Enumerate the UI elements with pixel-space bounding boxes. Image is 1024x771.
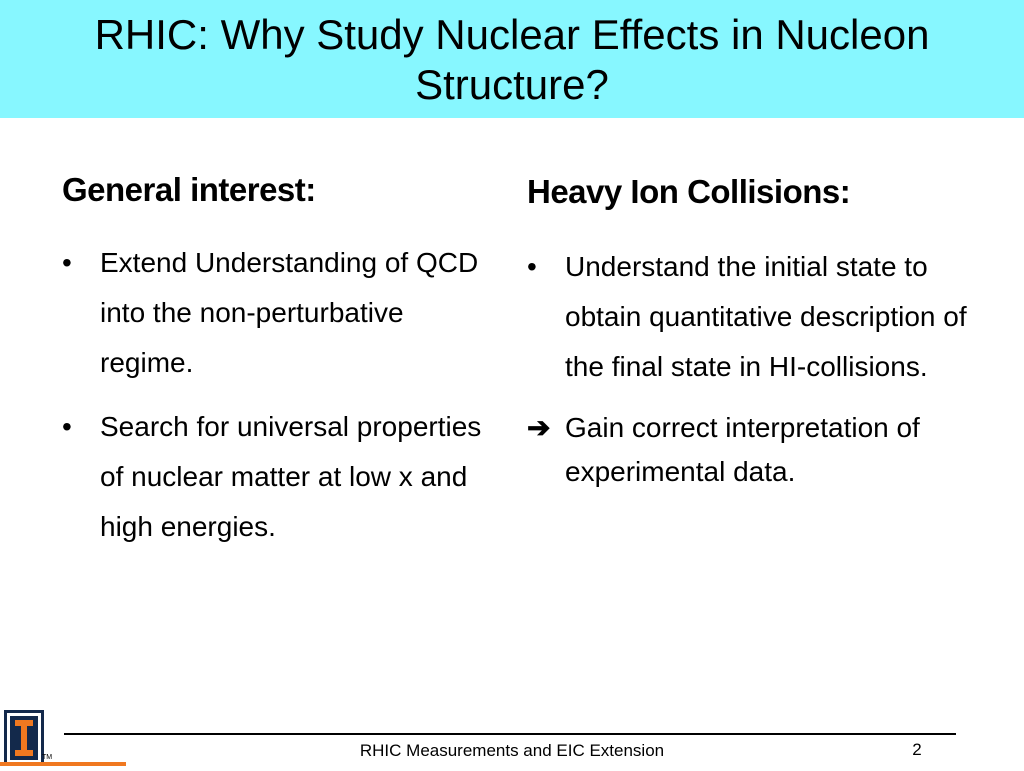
bullet-text: Search for universal properties of nuclear matter at low x and high energies.: [100, 411, 482, 542]
bullet-icon: •: [527, 251, 537, 282]
logo-underline: [0, 762, 126, 766]
conclusion-text: Gain correct interpretation of experimental data.: [565, 412, 920, 487]
right-arrow-icon: ➔: [527, 412, 551, 443]
footer-divider: [64, 733, 956, 735]
left-column: [62, 170, 482, 566]
bullet-text: Extend Understanding of QCD into the non-perturbative regime.: [100, 247, 479, 378]
left-heading: General interest:: [62, 171, 316, 208]
conclusion-item: [527, 406, 997, 494]
slide-title-line2: Structure?: [415, 61, 609, 108]
list-item: [62, 238, 482, 388]
trademark-mark: TM: [42, 754, 53, 761]
bullet-icon: •: [62, 247, 72, 278]
bullet-icon: •: [62, 411, 72, 442]
bullet-text: Understand the initial state to obtain quantitative description of the final state in HI-collisions.: [565, 251, 967, 382]
slide-title: [0, 10, 1024, 110]
footer-text: RHIC Measurements and EIC Extension: [359, 741, 665, 760]
page-number: 2: [912, 740, 922, 759]
list-item: [62, 402, 482, 552]
slide-title-line1: RHIC: Why Study Nuclear Effects in Nucleon: [94, 11, 930, 58]
list-item: [527, 242, 997, 392]
right-column: [527, 170, 997, 494]
left-bullet-list: [62, 238, 482, 552]
right-bullet-list: [527, 242, 997, 392]
right-heading: Heavy Ion Collisions:: [527, 173, 851, 210]
